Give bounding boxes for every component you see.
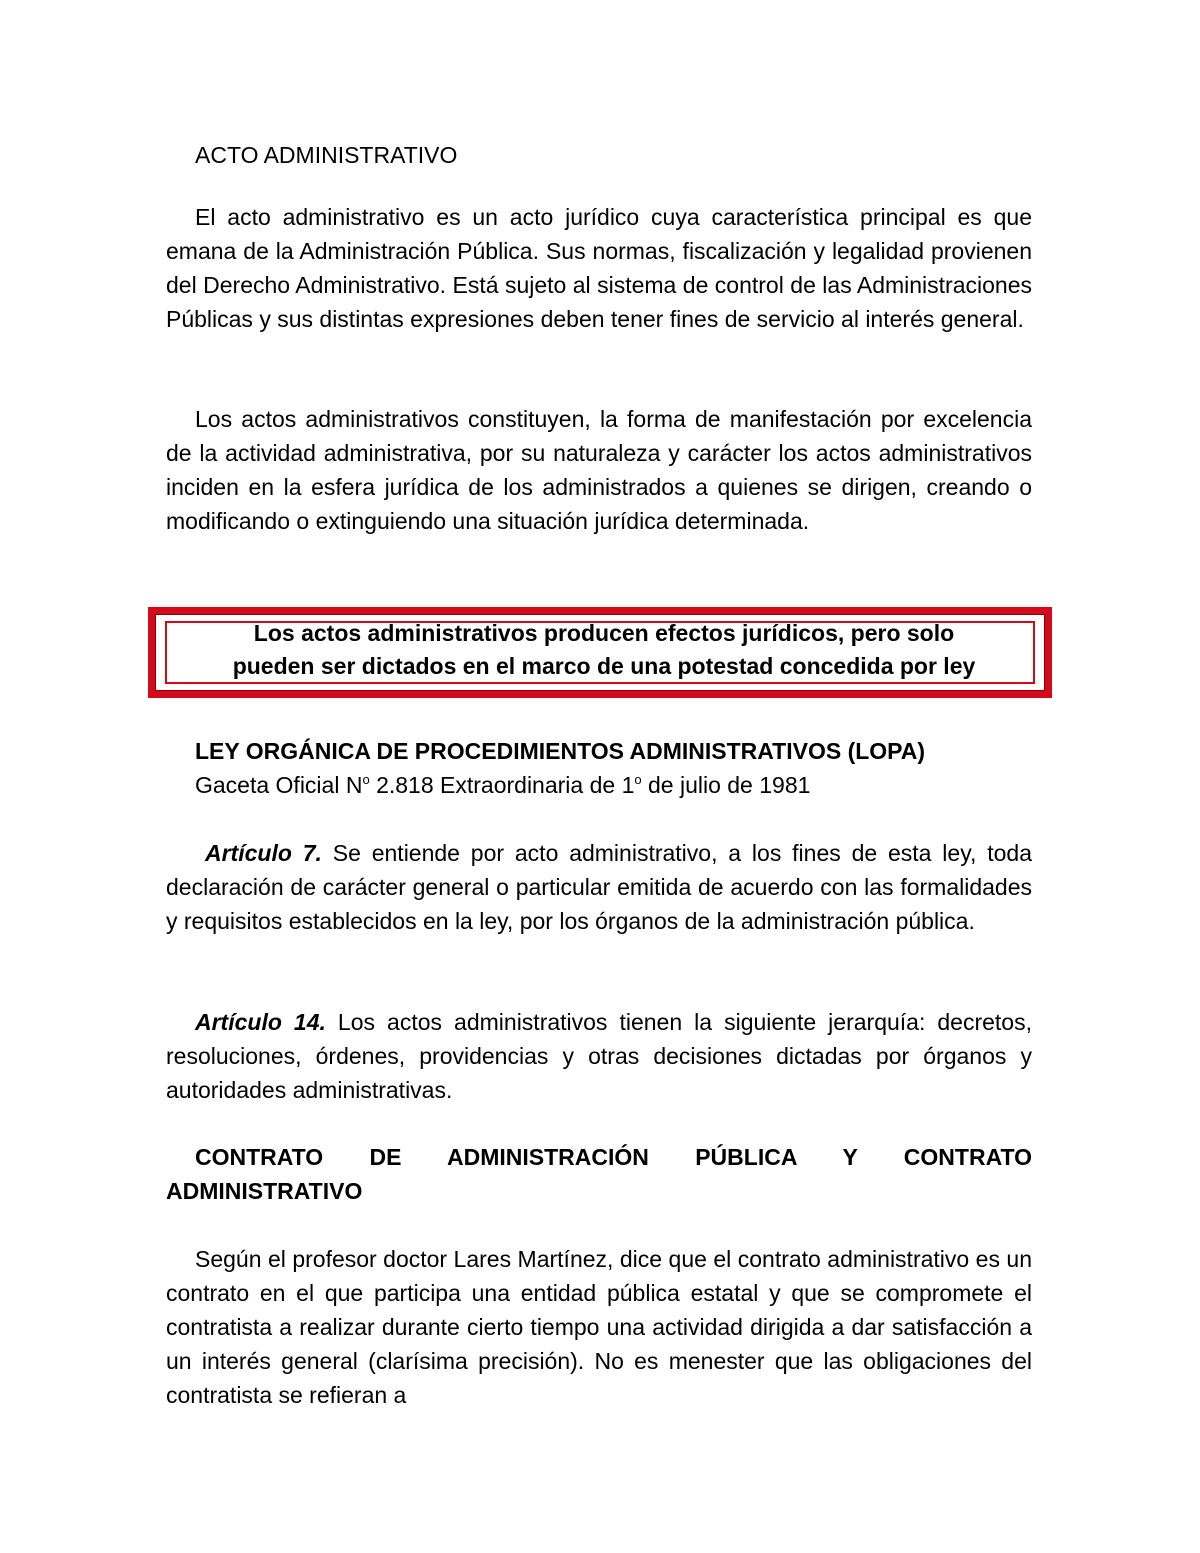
law-title: LEY ORGÁNICA DE PROCEDIMIENTOS ADMINISTRATIVOS (LOPA) — [195, 738, 926, 764]
gazette-superscript-2: o — [634, 772, 642, 787]
highlight-text — [179, 617, 1029, 683]
highlight-line-1: Los actos administrativos producen efectos jurídicos, pero solo — [253, 620, 955, 646]
paragraph-contract: Según el profesor doctor Lares Martínez, dice que el contrato administrativo es un contrato en el que participa una entidad pública estatal y que se compromete el contratista a realizar durante cierto tiempo una actividad dirigida a dar satisfacción a un interés general (clarísima precisión). No es menester que las obligaciones del contratista se refieran a — [166, 1246, 1032, 1408]
article-14 — [166, 1005, 1032, 1107]
highlight-line-2: pueden ser dictados en el marco de una potestad concedida por ley — [232, 653, 976, 679]
article-14-label: Artículo 14. — [195, 1009, 326, 1035]
gazette-text-a: Gaceta Oficial N — [195, 772, 363, 798]
article-7-label: Artículo 7. — [205, 840, 322, 866]
contract-heading: CONTRATO DE ADMINISTRACIÓN PÚBLICA Y CONTRATO ADMINISTRATIVO — [166, 1144, 1032, 1204]
gazette-reference — [195, 768, 810, 802]
article-7 — [166, 836, 1032, 938]
section-title: ACTO ADMINISTRATIVO — [195, 142, 458, 168]
paragraph-definition: El acto administrativo es un acto jurídico cuya característica principal es que emana de la Administración Pública. Sus normas, fiscalización y legalidad provienen del Derecho Administrativo. Está sujeto al sistema de control de las Administraciones Públicas y sus distintas expresiones deben tener fines de servicio al interés general. — [166, 204, 1032, 332]
article-14-text: Los actos administrativos tienen la siguiente jerarquía: decretos, resoluciones, órdenes, providencias y otras decisiones dictadas por órganos y autoridades administrativas. — [166, 1009, 1032, 1103]
gazette-text-b: 2.818 Extraordinaria de 1 — [369, 772, 635, 798]
article-7-text: Se entiende por acto administrativo, a los fines de esta ley, toda declaración de carácter general o particular emitida de acuerdo con las formalidades y requisitos establecidos en la ley, por los órganos de la administración pública. — [166, 840, 1032, 934]
paragraph-effects: Los actos administrativos constituyen, la forma de manifestación por excelencia de la actividad administrativa, por su naturaleza y carácter los actos administrativos inciden en la esfera jurídica de los administrados a quienes se dirigen, creando o modificando o extinguiendo una situación jurídica determinada. — [166, 406, 1032, 534]
highlight-box — [148, 607, 1052, 698]
gazette-text-c: de julio de 1981 — [641, 772, 811, 798]
gazette-superscript-1: o — [362, 772, 370, 787]
